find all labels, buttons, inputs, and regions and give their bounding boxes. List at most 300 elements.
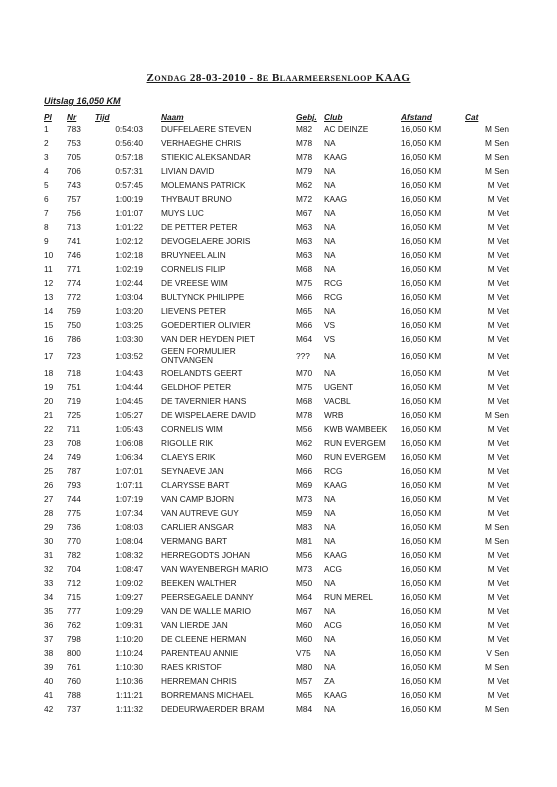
table-row xyxy=(42,332,509,346)
cell-afstand: 16,050 KM xyxy=(401,620,442,630)
cell-pl: 27 xyxy=(44,494,54,504)
table-row xyxy=(42,520,509,534)
cell-tijd: 1:01:22 xyxy=(115,222,143,232)
cell-naam: DUFFELAERE STEVEN xyxy=(161,124,252,134)
cell-tijd: 1:10:24 xyxy=(115,648,143,658)
cell-cat: M Vet xyxy=(487,236,509,246)
cell-cat: M Vet xyxy=(487,690,509,700)
table-row xyxy=(42,464,509,478)
cell-club: RUN MEREL xyxy=(324,592,373,602)
cell-cat: M Vet xyxy=(487,550,509,560)
cell-tijd: 1:10:36 xyxy=(115,676,143,686)
cell-pl: 2 xyxy=(44,138,49,148)
cell-nr: 800 xyxy=(67,648,81,658)
cell-afstand: 16,050 KM xyxy=(401,578,442,588)
cell-afstand: 16,050 KM xyxy=(401,152,442,162)
cell-tijd: 1:08:03 xyxy=(115,522,143,532)
cell-pl: 39 xyxy=(44,662,54,672)
cell-naam: MOLEMANS PATRICK xyxy=(161,180,246,190)
cell-pl: 15 xyxy=(44,320,54,330)
cell-nr: 777 xyxy=(67,606,81,616)
cell-naam: VAN CAMP BJORN xyxy=(161,494,234,504)
cell-nr: 761 xyxy=(67,662,81,672)
cell-nr: 772 xyxy=(67,292,81,302)
cell-pl: 4 xyxy=(44,166,49,176)
cell-naam: VERMANG BART xyxy=(161,536,228,546)
cell-naam: VAN AUTREVE GUY xyxy=(161,508,239,518)
cell-pl: 18 xyxy=(44,368,54,378)
cell-cat: M Vet xyxy=(487,222,509,232)
results-body xyxy=(42,122,509,716)
cell-pl: 41 xyxy=(44,690,54,700)
cell-gebj: M50 xyxy=(296,578,313,588)
table-row xyxy=(42,290,509,304)
cell-club: KAAG xyxy=(324,480,348,490)
cell-gebj: M63 xyxy=(296,250,313,260)
table-row xyxy=(42,276,509,290)
cell-afstand: 16,050 KM xyxy=(401,334,442,344)
cell-tijd: 1:01:07 xyxy=(115,208,143,218)
cell-gebj: M63 xyxy=(296,222,313,232)
cell-afstand: 16,050 KM xyxy=(401,550,442,560)
cell-naam: BRUYNEEL ALIN xyxy=(161,250,226,260)
cell-nr: 788 xyxy=(67,690,81,700)
cell-gebj: M59 xyxy=(296,508,313,518)
cell-naam: VAN WAYENBERGH MARIO xyxy=(161,564,269,574)
cell-naam: DE VREESE WIM xyxy=(161,278,228,288)
cell-club: RCG xyxy=(324,278,343,288)
cell-gebj: M65 xyxy=(296,690,313,700)
cell-club: NA xyxy=(324,264,336,274)
cell-gebj: M63 xyxy=(296,236,313,246)
table-row xyxy=(42,192,509,206)
cell-gebj: M60 xyxy=(296,634,313,644)
cell-pl: 10 xyxy=(44,250,54,260)
cell-afstand: 16,050 KM xyxy=(401,222,442,232)
cell-club: NA xyxy=(324,648,336,658)
cell-club: VS xyxy=(324,334,336,344)
cell-pl: 31 xyxy=(44,550,54,560)
cell-gebj: M67 xyxy=(296,208,313,218)
cell-gebj: M75 xyxy=(296,382,313,392)
cell-tijd: 1:00:19 xyxy=(115,194,143,204)
cell-club: NA xyxy=(324,662,336,672)
cell-naam: THYBAUT BRUNO xyxy=(161,194,232,204)
cell-naam: SEYNAEVE JAN xyxy=(161,466,224,476)
cell-cat: M Sen xyxy=(485,662,509,672)
cell-gebj: M57 xyxy=(296,676,313,686)
cell-pl: 28 xyxy=(44,508,54,518)
cell-cat: M Sen xyxy=(485,522,509,532)
cell-naam: STIEKIC ALEKSANDAR xyxy=(161,152,251,162)
table-row xyxy=(42,262,509,276)
cell-afstand: 16,050 KM xyxy=(401,410,442,420)
table-row xyxy=(42,576,509,590)
cell-tijd: 0:54:03 xyxy=(115,124,143,134)
cell-tijd: 0:56:40 xyxy=(115,138,143,148)
cell-nr: 743 xyxy=(67,180,81,190)
cell-naam: CLARYSSE BART xyxy=(161,480,230,490)
cell-nr: 757 xyxy=(67,194,81,204)
header-pl: Pl xyxy=(44,112,52,122)
cell-tijd: 1:09:27 xyxy=(115,592,143,602)
cell-pl: 38 xyxy=(44,648,54,658)
cell-cat: M Vet xyxy=(487,180,509,190)
cell-gebj: M75 xyxy=(296,278,313,288)
header-tijd: Tijd xyxy=(95,112,110,122)
page-title: Zondag 28-03-2010 - 8e Blaarmeersenloop KAAG xyxy=(146,72,411,84)
cell-club: WRB xyxy=(324,410,344,420)
cell-naam: RAES KRISTOF xyxy=(161,662,222,672)
cell-nr: 711 xyxy=(67,424,81,434)
cell-afstand: 16,050 KM xyxy=(401,278,442,288)
cell-tijd: 1:03:52 xyxy=(115,351,143,361)
cell-club: NA xyxy=(324,250,336,260)
cell-gebj: M56 xyxy=(296,550,313,560)
cell-cat: M Vet xyxy=(487,424,509,434)
table-row xyxy=(42,506,509,520)
table-row xyxy=(42,660,509,674)
cell-nr: 708 xyxy=(67,438,81,448)
cell-naam: DE TAVERNIER HANS xyxy=(161,396,247,406)
cell-club: NA xyxy=(324,368,336,378)
header-gebj: Gebj. xyxy=(296,112,317,122)
cell-tijd: 1:04:43 xyxy=(115,368,143,378)
cell-tijd: 1:02:19 xyxy=(115,264,143,274)
cell-naam: DEVOGELAERE JORIS xyxy=(161,236,251,246)
cell-gebj: M66 xyxy=(296,466,313,476)
cell-gebj: M70 xyxy=(296,368,313,378)
cell-gebj: M78 xyxy=(296,410,313,420)
cell-cat: M Vet xyxy=(487,564,509,574)
cell-cat: M Vet xyxy=(487,264,509,274)
results-subtitle: Uitslag 16,050 KM xyxy=(44,96,121,106)
table-row xyxy=(42,136,509,150)
cell-nr: 751 xyxy=(67,382,81,392)
table-row xyxy=(42,632,509,646)
cell-gebj: M73 xyxy=(296,564,313,574)
cell-tijd: 1:10:20 xyxy=(115,634,143,644)
cell-pl: 37 xyxy=(44,634,54,644)
table-row xyxy=(42,234,509,248)
cell-afstand: 16,050 KM xyxy=(401,508,442,518)
cell-naam xyxy=(161,346,296,366)
cell-nr: 782 xyxy=(67,550,81,560)
cell-cat: M Vet xyxy=(487,452,509,462)
cell-tijd: 1:08:32 xyxy=(115,550,143,560)
cell-naam: GOEDERTIER OLIVIER xyxy=(161,320,251,330)
cell-naam: PARENTEAU ANNIE xyxy=(161,648,239,658)
cell-nr: 798 xyxy=(67,634,81,644)
table-row xyxy=(42,304,509,318)
cell-club: UGENT xyxy=(324,382,354,392)
cell-tijd: 1:07:11 xyxy=(115,480,143,490)
cell-gebj: M79 xyxy=(296,166,313,176)
cell-nr: 783 xyxy=(67,124,81,134)
cell-tijd: 1:11:32 xyxy=(115,704,143,714)
cell-naam: CLAEYS ERIK xyxy=(161,452,216,462)
table-row xyxy=(42,548,509,562)
cell-afstand: 16,050 KM xyxy=(401,208,442,218)
cell-club: NA xyxy=(324,180,336,190)
cell-pl: 34 xyxy=(44,592,54,602)
header-cat: Cat xyxy=(465,112,479,122)
cell-club: NA xyxy=(324,578,336,588)
cell-pl: 30 xyxy=(44,536,54,546)
cell-nr: 713 xyxy=(67,222,81,232)
cell-club: RCG xyxy=(324,292,343,302)
cell-cat: M Vet xyxy=(487,676,509,686)
cell-pl: 22 xyxy=(44,424,54,434)
cell-club: KWB WAMBEEK xyxy=(324,424,388,434)
cell-gebj: V75 xyxy=(296,648,311,658)
cell-afstand: 16,050 KM xyxy=(401,522,442,532)
cell-tijd: 1:06:34 xyxy=(115,452,143,462)
results-table xyxy=(42,109,509,716)
cell-afstand: 16,050 KM xyxy=(401,494,442,504)
cell-afstand: 16,050 KM xyxy=(401,648,442,658)
cell-gebj: M83 xyxy=(296,522,313,532)
cell-gebj: M81 xyxy=(296,536,313,546)
cell-cat: M Vet xyxy=(487,494,509,504)
table-row xyxy=(42,248,509,262)
cell-cat: M Vet xyxy=(487,620,509,630)
cell-gebj: M68 xyxy=(296,396,313,406)
cell-naam: CORNELIS WIM xyxy=(161,424,223,434)
cell-afstand: 16,050 KM xyxy=(401,306,442,316)
header-row xyxy=(42,109,509,122)
cell-gebj: ??? xyxy=(296,351,310,361)
cell-nr: 736 xyxy=(67,522,81,532)
cell-nr: 771 xyxy=(67,264,81,274)
cell-nr: 760 xyxy=(67,676,81,686)
table-row xyxy=(42,318,509,332)
cell-nr: 770 xyxy=(67,536,81,546)
cell-afstand: 16,050 KM xyxy=(401,292,442,302)
cell-tijd: 0:57:45 xyxy=(115,180,143,190)
cell-tijd: 1:02:12 xyxy=(115,236,143,246)
cell-club: NA xyxy=(324,508,336,518)
cell-tijd: 1:04:45 xyxy=(115,396,143,406)
cell-tijd: 1:03:20 xyxy=(115,306,143,316)
cell-club: VACBL xyxy=(324,396,351,406)
cell-nr: 749 xyxy=(67,452,81,462)
cell-naam: DE PETTER PETER xyxy=(161,222,238,232)
cell-tijd: 1:09:29 xyxy=(115,606,143,616)
cell-nr: 723 xyxy=(67,351,81,361)
table-row xyxy=(42,150,509,164)
cell-afstand: 16,050 KM xyxy=(401,662,442,672)
table-row xyxy=(42,422,509,436)
cell-naam: BULTYNCK PHILIPPE xyxy=(161,292,245,302)
cell-naam: VERHAEGHE CHRIS xyxy=(161,138,242,148)
cell-naam: DE WISPELAERE DAVID xyxy=(161,410,256,420)
cell-afstand: 16,050 KM xyxy=(401,368,442,378)
cell-pl: 14 xyxy=(44,306,54,316)
cell-pl: 29 xyxy=(44,522,54,532)
cell-tijd: 1:07:19 xyxy=(115,494,143,504)
table-row xyxy=(42,604,509,618)
cell-tijd: 1:05:27 xyxy=(115,410,143,420)
cell-afstand: 16,050 KM xyxy=(401,634,442,644)
cell-cat: M Vet xyxy=(487,606,509,616)
table-row xyxy=(42,408,509,422)
cell-cat: M Vet xyxy=(487,438,509,448)
cell-cat: M Vet xyxy=(487,306,509,316)
cell-nr: 705 xyxy=(67,152,81,162)
cell-club: ZA xyxy=(324,676,335,686)
cell-nr: 715 xyxy=(67,592,81,602)
table-row xyxy=(42,534,509,548)
cell-pl: 42 xyxy=(44,704,54,714)
table-row xyxy=(42,646,509,660)
cell-afstand: 16,050 KM xyxy=(401,452,442,462)
header-club: Club xyxy=(324,112,343,122)
cell-naam: GELDHOF PETER xyxy=(161,382,232,392)
cell-gebj: M56 xyxy=(296,424,313,434)
cell-gebj: M64 xyxy=(296,334,313,344)
cell-pl: 32 xyxy=(44,564,54,574)
cell-club: KAAG xyxy=(324,194,348,204)
cell-cat: M Vet xyxy=(487,320,509,330)
cell-naam: LIEVENS PETER xyxy=(161,306,227,316)
cell-afstand: 16,050 KM xyxy=(401,424,442,434)
table-row xyxy=(42,674,509,688)
cell-club: ACG xyxy=(324,564,342,574)
cell-afstand: 16,050 KM xyxy=(401,264,442,274)
cell-gebj: M64 xyxy=(296,592,313,602)
cell-nr: 712 xyxy=(67,578,81,588)
table-row xyxy=(42,436,509,450)
cell-club: NA xyxy=(324,494,336,504)
cell-cat: M Sen xyxy=(485,410,509,420)
cell-nr: 744 xyxy=(67,494,81,504)
table-row xyxy=(42,380,509,394)
cell-afstand: 16,050 KM xyxy=(401,351,442,361)
table-row xyxy=(42,346,509,366)
cell-cat: M Sen xyxy=(485,124,509,134)
cell-naam-text: GEEN FORMULIER ONTVANGEN xyxy=(161,346,236,365)
cell-nr: 775 xyxy=(67,508,81,518)
cell-club: NA xyxy=(324,166,336,176)
cell-cat: M Vet xyxy=(487,250,509,260)
cell-nr: 706 xyxy=(67,166,81,176)
cell-gebj: M82 xyxy=(296,124,313,134)
cell-tijd: 0:57:31 xyxy=(115,166,143,176)
cell-pl: 23 xyxy=(44,438,54,448)
cell-gebj: M68 xyxy=(296,264,313,274)
cell-pl: 17 xyxy=(44,351,54,361)
cell-pl: 19 xyxy=(44,382,54,392)
cell-cat: M Vet xyxy=(487,508,509,518)
cell-nr: 786 xyxy=(67,334,81,344)
cell-club: NA xyxy=(324,138,336,148)
cell-cat: M Sen xyxy=(485,166,509,176)
cell-naam: CORNELIS FILIP xyxy=(161,264,226,274)
cell-pl: 1 xyxy=(44,124,49,134)
cell-cat: M Vet xyxy=(487,578,509,588)
cell-cat: M Vet xyxy=(487,351,509,361)
cell-afstand: 16,050 KM xyxy=(401,382,442,392)
cell-club: VS xyxy=(324,320,336,330)
cell-nr: 737 xyxy=(67,704,81,714)
cell-nr: 718 xyxy=(67,368,81,378)
header-nr: Nr xyxy=(67,112,77,122)
cell-club: NA xyxy=(324,522,336,532)
cell-cat: M Sen xyxy=(485,704,509,714)
cell-pl: 24 xyxy=(44,452,54,462)
cell-tijd: 1:11:21 xyxy=(115,690,143,700)
cell-pl: 25 xyxy=(44,466,54,476)
cell-cat: M Vet xyxy=(487,368,509,378)
cell-pl: 6 xyxy=(44,194,49,204)
cell-gebj: M60 xyxy=(296,620,313,630)
cell-pl: 20 xyxy=(44,396,54,406)
cell-tijd: 1:07:01 xyxy=(115,466,143,476)
cell-gebj: M80 xyxy=(296,662,313,672)
cell-naam: ROELANDTS GEERT xyxy=(161,368,243,378)
cell-naam: MUYS LUC xyxy=(161,208,204,218)
cell-afstand: 16,050 KM xyxy=(401,480,442,490)
cell-pl: 9 xyxy=(44,236,49,246)
table-row xyxy=(42,702,509,716)
header-naam: Naam xyxy=(161,112,184,122)
cell-naam: HERREGODTS JOHAN xyxy=(161,550,250,560)
cell-pl: 40 xyxy=(44,676,54,686)
cell-club: RCG xyxy=(324,466,343,476)
table-row xyxy=(42,478,509,492)
cell-club: KAAG xyxy=(324,152,348,162)
cell-tijd: 1:06:08 xyxy=(115,438,143,448)
cell-club: NA xyxy=(324,536,336,546)
table-row xyxy=(42,492,509,506)
cell-afstand: 16,050 KM xyxy=(401,536,442,546)
cell-nr: 787 xyxy=(67,466,81,476)
cell-cat: M Vet xyxy=(487,334,509,344)
cell-naam: BEEKEN WALTHER xyxy=(161,578,237,588)
cell-club: NA xyxy=(324,606,336,616)
table-row xyxy=(42,178,509,192)
cell-nr: 704 xyxy=(67,564,81,574)
cell-afstand: 16,050 KM xyxy=(401,438,442,448)
cell-afstand: 16,050 KM xyxy=(401,250,442,260)
cell-pl: 13 xyxy=(44,292,54,302)
cell-afstand: 16,050 KM xyxy=(401,396,442,406)
cell-gebj: M78 xyxy=(296,138,313,148)
cell-nr: 756 xyxy=(67,208,81,218)
cell-afstand: 16,050 KM xyxy=(401,236,442,246)
cell-tijd: 1:02:44 xyxy=(115,278,143,288)
table-row xyxy=(42,206,509,220)
cell-club: NA xyxy=(324,222,336,232)
cell-afstand: 16,050 KM xyxy=(401,194,442,204)
cell-club: AC DEINZE xyxy=(324,124,369,134)
table-row xyxy=(42,590,509,604)
table-row xyxy=(42,220,509,234)
cell-naam: VAN DE WALLE MARIO xyxy=(161,606,251,616)
cell-nr: 762 xyxy=(67,620,81,630)
cell-afstand: 16,050 KM xyxy=(401,676,442,686)
table-row xyxy=(42,164,509,178)
table-row xyxy=(42,618,509,632)
cell-pl: 7 xyxy=(44,208,49,218)
cell-cat: M Vet xyxy=(487,382,509,392)
cell-nr: 753 xyxy=(67,138,81,148)
cell-cat: M Vet xyxy=(487,592,509,602)
cell-naam: RIGOLLE RIK xyxy=(161,438,214,448)
cell-pl: 11 xyxy=(44,264,53,274)
cell-club: NA xyxy=(324,351,336,361)
